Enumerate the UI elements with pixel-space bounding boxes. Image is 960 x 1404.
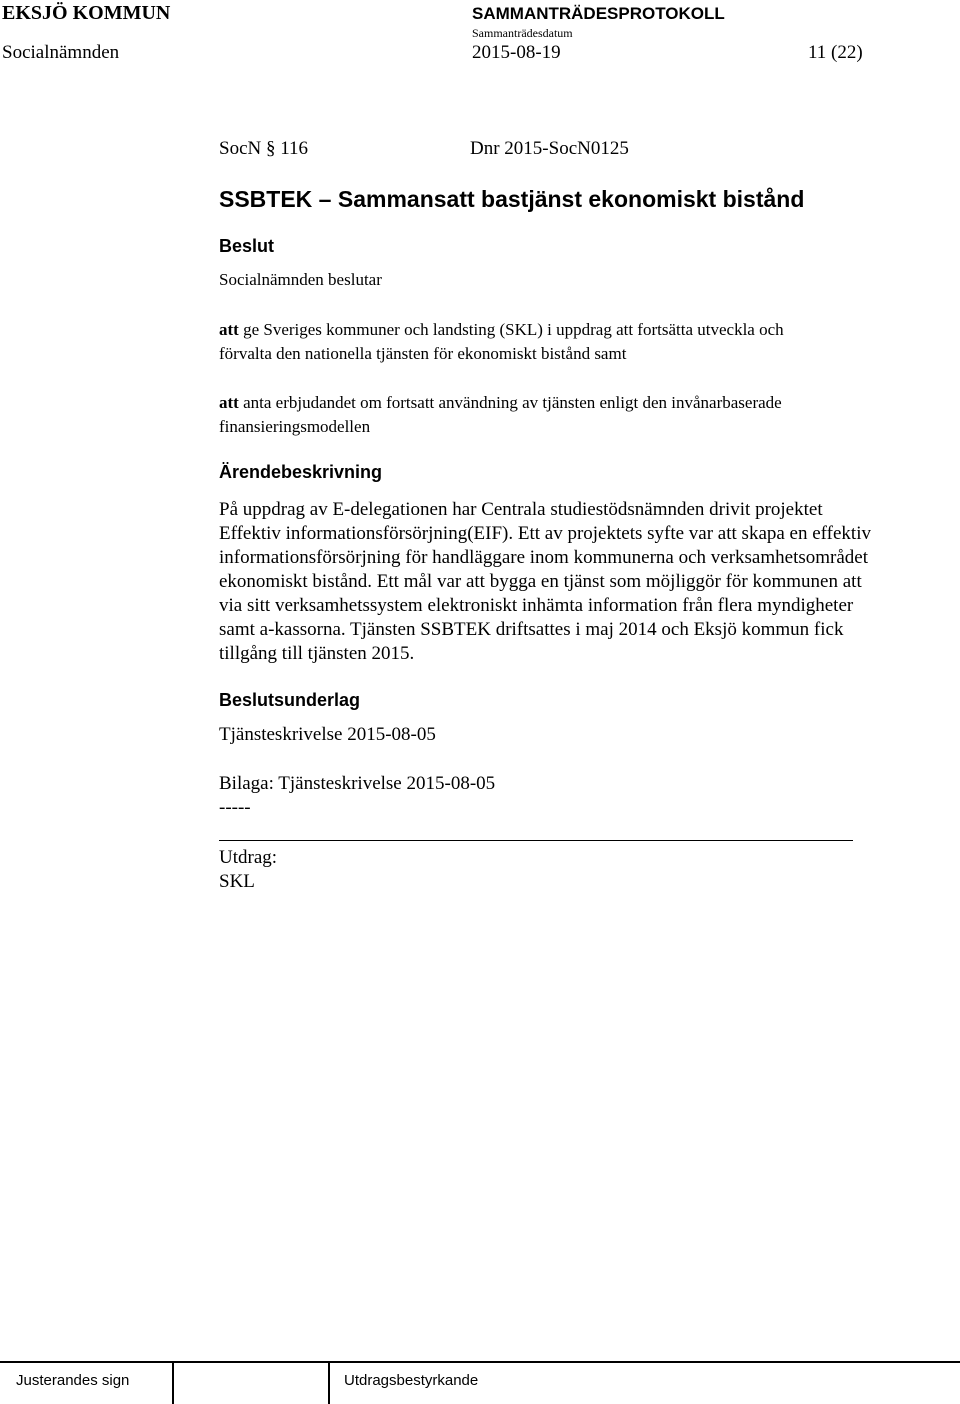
footer-top-line [0,1361,960,1363]
description-line: På uppdrag av E-delegationen har Centrala studiestödsnämnden drivit projektet [219,499,823,520]
item-title: SSBTEK – Sammansatt bastjänst ekonomiskt bistånd [219,186,805,212]
meeting-date-label: Sammanträdesdatum [472,26,573,40]
paragraph-reference: SocN § 116 [219,138,309,159]
basis-document: Tjänsteskrivelse 2015-08-05 [219,724,436,745]
diary-number: Dnr 2015-SocN0125 [470,138,629,159]
page-number: 11 (22) [808,42,863,63]
description-line: informationsförsörjning för handläggare inom kommunerna och verksamhetsområdet [219,547,868,568]
committee-name: Socialnämnden [2,42,120,63]
description-line: samt a-kassorna. Tjänsten SSBTEK driftsattes i maj 2014 och Eksjö kommun fick [219,619,844,640]
distribution-label: Utdrag: [219,847,278,868]
meeting-date: 2015-08-19 [472,42,561,63]
protocol-title: SAMMANTRÄDESPROTOKOLL [472,4,725,23]
description-line: Effektiv informationsförsörjning(EIF). Ett av projektets syfte var att skapa en effektiv [219,523,871,544]
decision-point-1-line-1: att ge Sveriges kommuner och landsting (SKL) i uppdrag att fortsätta utveckla och [219,320,784,339]
decision-point-2-line-2: finansieringsmodellen [219,417,371,436]
basis-heading: Beslutsunderlag [219,690,361,710]
description-text [219,498,939,666]
decision-point-2-lead: att [219,393,239,412]
description-line: via sitt verksamhetssystem elektroniskt inhämta information från flera myndigheter [219,595,854,616]
decision-point-1-lead: att [219,320,239,339]
footer-divider [172,1363,174,1404]
divider-line [219,840,853,841]
organization-name: EKSJÖ KOMMUN [2,2,171,24]
attachment: Bilaga: Tjänsteskrivelse 2015-08-05 [219,773,496,794]
certification-label: Utdragsbestyrkande [344,1372,479,1389]
description-heading: Ärendebeskrivning [219,462,383,482]
decision-point-1 [219,318,939,366]
distribution-recipients: SKL [219,871,255,892]
decision-intro: Socialnämnden beslutar [219,270,382,289]
description-line: ekonomiskt bistånd. Ett mål var att bygga en tjänst som möjliggör för kommunen att [219,571,862,592]
separator-dashes: ----- [219,797,251,818]
decision-point-2 [219,391,939,439]
decision-point-2-line-1: att anta erbjudandet om fortsatt användning av tjänsten enligt den invånarbaserade [219,393,782,412]
footer-divider [328,1363,330,1404]
decision-heading: Beslut [219,236,275,256]
adjuster-sign-label: Justerandes sign [16,1372,130,1389]
decision-point-1-line-2: förvalta den nationella tjänsten för ekonomiskt bistånd samt [219,344,627,363]
description-line: tillgång till tjänsten 2015. [219,643,415,664]
